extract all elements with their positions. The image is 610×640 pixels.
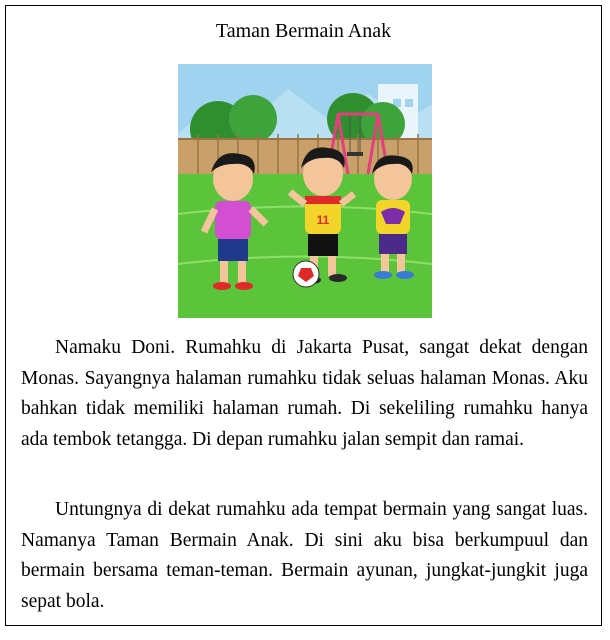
paragraph-2: Untungnya di dekat rumahku ada tempat bermain yang sangat luas. Namanya Taman Bermain Anak. Di sini aku bisa berkumpuul dan bermain bersama teman-teman. Bermain ayunan, jungkat-jungkit juga sepat bola. [21,499,588,612]
jersey-number: 11 [316,213,330,227]
document-page [5,5,602,626]
soccer-ball [293,261,319,287]
playground-illustration [178,64,432,318]
document-title: Taman Bermain Anak [215,20,392,42]
paragraph-1: Namaku Doni. Rumahku di Jakarta Pusat, sangat dekat dengan Monas. Sayangnya halaman rumahku tidak seluas halaman Monas. Aku bahkan tidak memiliki halaman rumah. Di sekeliling rumahku hanya ada tembok tetangga. Di depan rumahku jalan sempit dan ramai. [21,337,588,450]
